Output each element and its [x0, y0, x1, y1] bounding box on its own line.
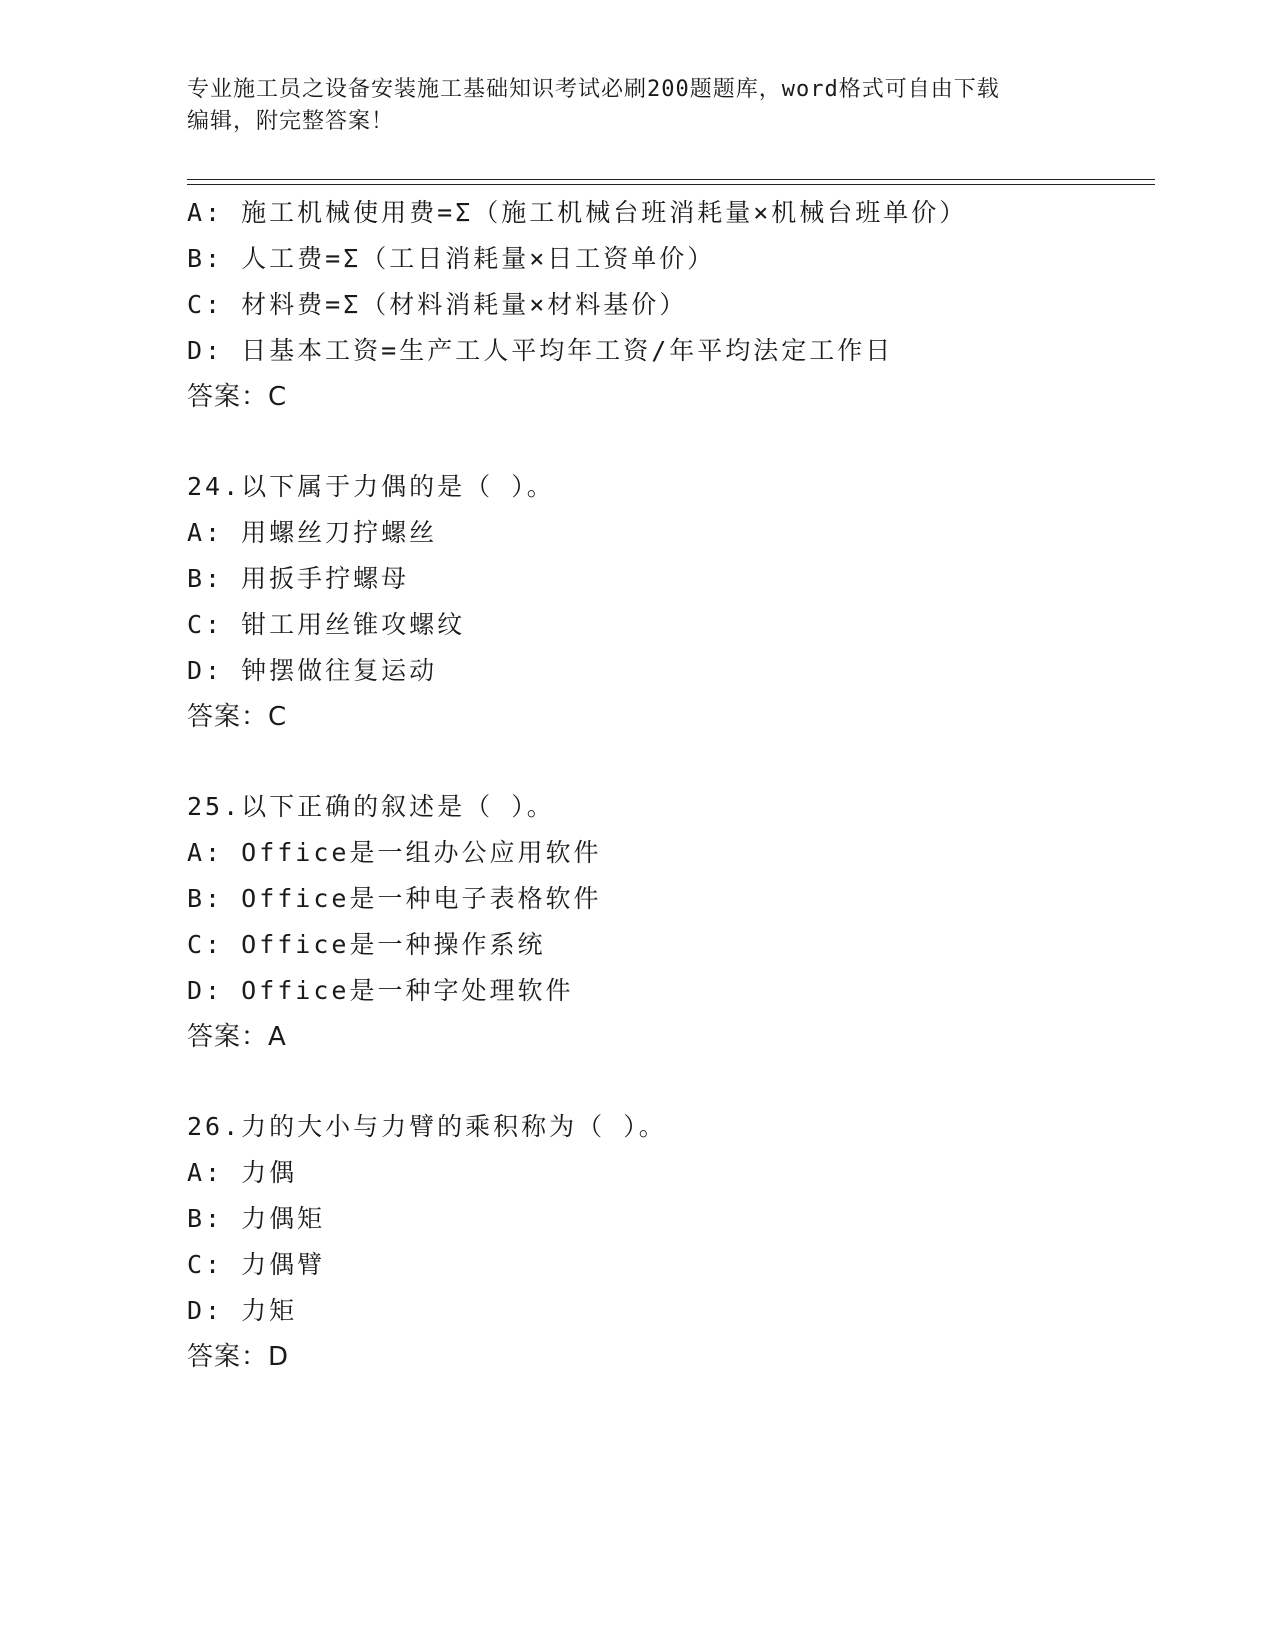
- header-line-1: 专业施工员之设备安装施工基础知识考试必刷200题题库，word格式可自由下载: [187, 77, 1000, 102]
- option-d: D: 钟摆做往复运动: [187, 656, 438, 685]
- header-divider-top: [187, 179, 1155, 180]
- option-a: A: 施工机械使用费=Σ（施工机械台班消耗量×机械台班单价）: [187, 198, 968, 227]
- header-divider-bottom: [187, 184, 1155, 185]
- question-block-25: [187, 784, 1187, 1060]
- option-c: C: 钳工用丝锥攻螺纹: [187, 610, 466, 639]
- option-d: D: 日基本工资=生产工人平均年工资/年平均法定工作日: [187, 336, 894, 365]
- option-a: A: 力偶: [187, 1158, 298, 1187]
- option-c: C: 材料费=Σ（材料消耗量×材料基价）: [187, 290, 688, 319]
- question-list: [187, 190, 1187, 1380]
- question-stem: 25.以下正确的叙述是（ ）。: [187, 792, 555, 821]
- answer-line: 答案：C: [187, 382, 288, 412]
- question-block-26: [187, 1104, 1187, 1380]
- spacer: [187, 1060, 1187, 1104]
- answer-line: 答案：A: [187, 1022, 287, 1052]
- question-block-23: [187, 190, 1187, 420]
- answer-line: 答案：C: [187, 702, 288, 732]
- option-d: D: Office是一种字处理软件: [187, 976, 574, 1005]
- option-a: A: Office是一组办公应用软件: [187, 838, 602, 867]
- document-header: [187, 74, 1087, 138]
- question-stem: 26.力的大小与力臂的乘积称为（ ）。: [187, 1112, 667, 1141]
- spacer: [187, 740, 1187, 784]
- option-a: A: 用螺丝刀拧螺丝: [187, 518, 438, 547]
- option-b: B: Office是一种电子表格软件: [187, 884, 602, 913]
- option-b: B: 用扳手拧螺母: [187, 564, 410, 593]
- option-b: B: 力偶矩: [187, 1204, 326, 1233]
- option-b: B: 人工费=Σ（工日消耗量×日工资单价）: [187, 244, 716, 273]
- question-stem: 24.以下属于力偶的是（ ）。: [187, 472, 555, 501]
- question-block-24: [187, 464, 1187, 740]
- option-d: D: 力矩: [187, 1296, 298, 1325]
- option-c: C: 力偶臂: [187, 1250, 326, 1279]
- header-line-2: 编辑，附完整答案！: [187, 109, 395, 134]
- option-c: C: Office是一种操作系统: [187, 930, 546, 959]
- answer-line: 答案：D: [187, 1342, 290, 1372]
- spacer: [187, 420, 1187, 464]
